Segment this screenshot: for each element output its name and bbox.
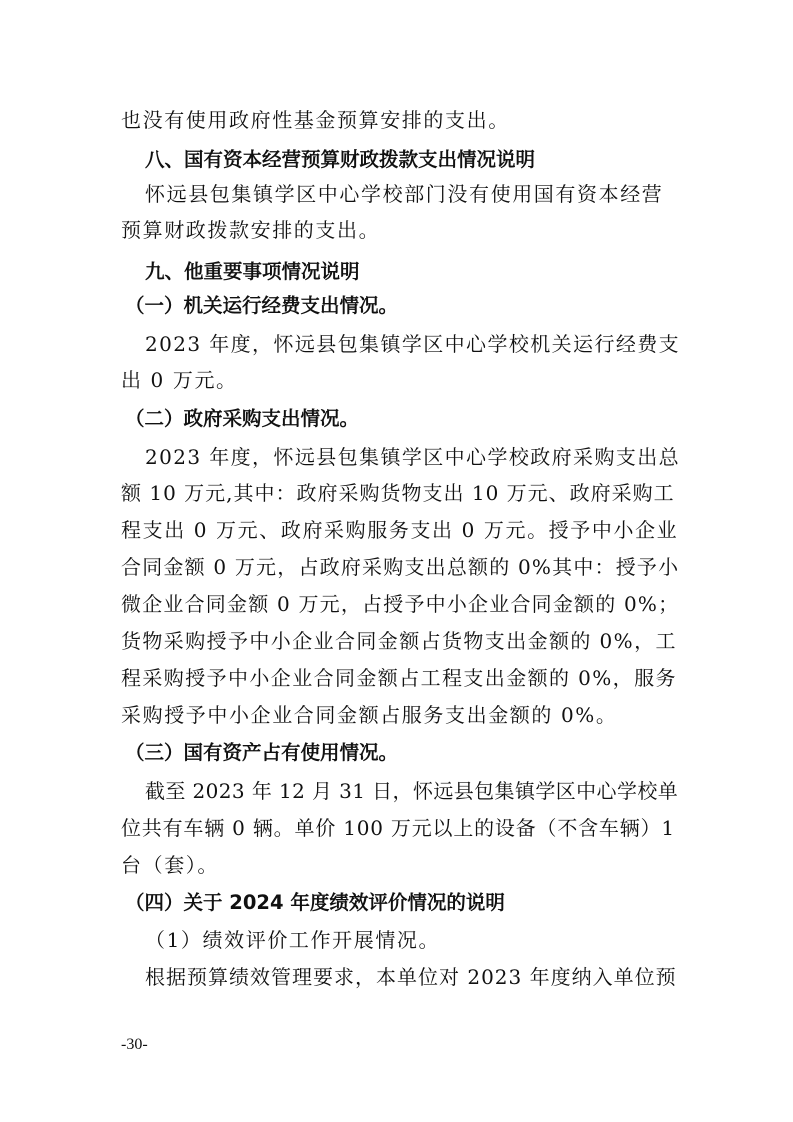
text-line: 额 10 万元,其中：政府采购货物支出 10 万元、政府采购工 xyxy=(121,481,675,505)
text-line: 2023 年度，怀远县包集镇学区中心学校政府采购支出总 xyxy=(145,445,681,469)
text-line: 怀远县包集镇学区中心学校部门没有使用国有资本经营 xyxy=(145,182,664,206)
text-line: （1）绩效评价工作开展情况。 xyxy=(145,928,441,952)
text-line: 预算财政拨款安排的支出。 xyxy=(121,218,381,242)
section-heading: 九、他重要事项情况说明 xyxy=(145,260,360,283)
text-line: 根据预算绩效管理要求，本单位对 2023 年度纳入单位预 xyxy=(145,965,677,989)
text-line: 也没有使用政府性基金预算安排的支出。 xyxy=(121,108,510,132)
text-line: 程支出 0 万元、政府采购服务支出 0 万元。授予中小企业 xyxy=(121,518,679,542)
subsection-heading: （二）政府采购支出情况。 xyxy=(125,407,360,430)
text-line: 程采购授予中小企业合同金额占工程支出金额的 0%，服务 xyxy=(121,666,677,690)
text-line: 货物采购授予中小企业合同金额占货物支出金额的 0%，工 xyxy=(121,629,677,653)
text-line: 台（套）。 xyxy=(121,853,219,877)
page-number: -30- xyxy=(121,1036,148,1053)
subsection-heading: （四）关于 2024 年度绩效评价情况的说明 xyxy=(125,891,505,914)
section-heading: 八、国有资本经营预算财政拨款支出情况说明 xyxy=(145,148,536,171)
text-line: 位共有车辆 0 辆。单价 100 万元以上的设备（不含车辆）1 xyxy=(121,816,675,840)
text-line: 截至 2023 年 12 月 31 日，怀远县包集镇学区中心学校单 xyxy=(145,779,679,803)
text-line: 采购授予中小企业合同金额占服务支出金额的 0%。 xyxy=(121,703,618,727)
text-line: 2023 年度，怀远县包集镇学区中心学校机关运行经费支 xyxy=(145,332,681,356)
text-line: 合同金额 0 万元，占政府采购支出总额的 0%其中：授予小 xyxy=(121,555,680,579)
text-line: 微企业合同金额 0 万元，占授予中小企业合同金额的 0%； xyxy=(121,592,680,616)
subsection-heading: （一）机关运行经费支出情况。 xyxy=(125,294,399,317)
subsection-heading: （三）国有资产占有使用情况。 xyxy=(125,741,399,764)
text-line: 出 0 万元。 xyxy=(121,368,238,392)
